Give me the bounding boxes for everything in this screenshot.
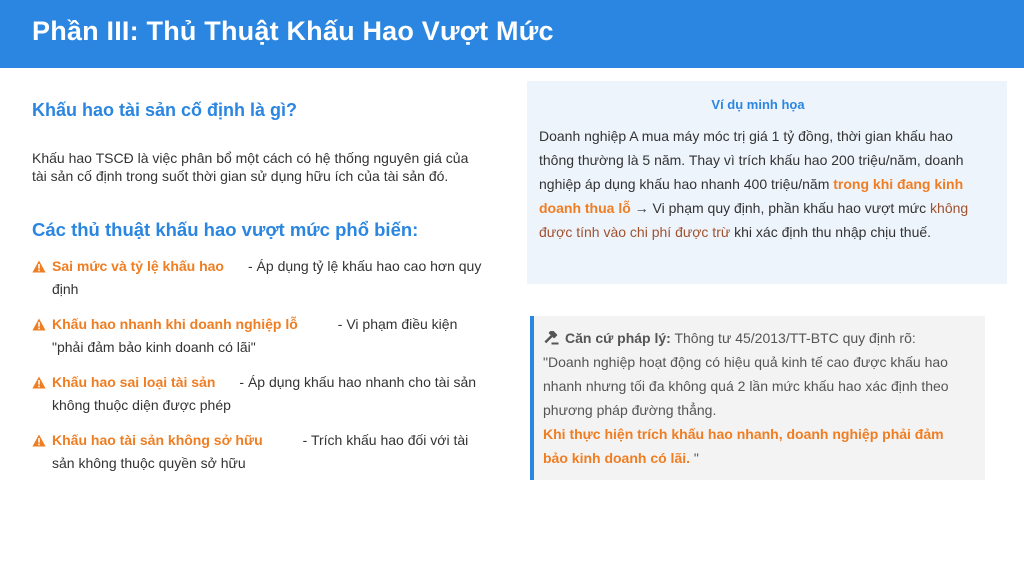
- left-column: [32, 100, 482, 487]
- warning-icon: [32, 318, 46, 331]
- trick-desc: - Trích khấu hao đối với tài sản không thuộc quyền sở hữu: [52, 432, 469, 471]
- example-highlight: trong khi đang kinh doanh thua lỗ: [539, 176, 964, 216]
- tricks-list: [32, 255, 482, 475]
- slide-header: [0, 0, 1024, 68]
- legal-text: [543, 326, 965, 470]
- legal-highlight: Khi thực hiện trích khấu hao nhanh, doanh nghiệp phải đảm bảo kinh doanh có lãi.: [543, 426, 944, 466]
- trick-label: Sai mức và tỷ lệ khấu hao: [52, 258, 224, 274]
- example-text-part: khi xác định thu nhập chịu thuế.: [734, 224, 932, 240]
- tricks-heading: Các thủ thuật khấu hao vượt mức phổ biến:: [32, 219, 419, 240]
- trick-label: Khấu hao nhanh khi doanh nghiệp lỗ: [52, 316, 298, 332]
- legal-closing: ": [693, 450, 699, 466]
- legal-basis-box: [530, 316, 985, 480]
- slide-title: Phần III: Thủ Thuật Khấu Hao Vượt Mức: [32, 16, 554, 46]
- legal-label: Căn cứ pháp lý:: [565, 330, 671, 346]
- trick-desc: - Vi phạm điều kiện "phải đảm bảo kinh doanh có lãi": [52, 316, 458, 355]
- example-box: [527, 81, 1007, 284]
- list-item: [32, 255, 482, 301]
- example-brown-text: không được tính vào chi phí được trừ: [539, 200, 969, 240]
- warning-icon: [32, 376, 46, 389]
- list-item: [32, 429, 482, 475]
- gavel-icon: [543, 331, 559, 345]
- warning-icon: [32, 260, 46, 273]
- list-item: [32, 313, 482, 359]
- example-text-part: → Vi phạm quy định, phần khấu hao vượt mức: [634, 200, 927, 216]
- definition-text: Khấu hao TSCĐ là việc phân bổ một cách có hệ thống nguyên giá của tài sản cố định trong suốt thời gian sử dụng hữu ích của tài sản đó.: [32, 150, 469, 184]
- example-text-part: Doanh nghiệp A mua máy móc trị giá 1 tỷ đồng, thời gian khấu hao thông thường là 5 năm. Thay vì trích khấu hao 200 triệu/năm, doanh nghiệp áp dụng khấu hao nhanh 400 triệu/năm: [539, 128, 964, 192]
- example-title: Ví dụ minh họa: [711, 97, 805, 112]
- trick-desc: - Áp dụng tỷ lệ khấu hao cao hơn quy định: [52, 258, 482, 297]
- trick-label: Khấu hao tài sản không sở hữu: [52, 432, 263, 448]
- list-item: [32, 371, 482, 417]
- trick-label: Khấu hao sai loại tài sản: [52, 374, 216, 390]
- definition-heading: Khấu hao tài sản cố định là gì?: [32, 100, 298, 120]
- warning-icon: [32, 434, 46, 447]
- legal-body: Thông tư 45/2013/TT-BTC quy định rõ: "Doanh nghiệp hoạt động có hiệu quả kinh tế cao được khấu hao nhanh nhưng tối đa không quá 2 lần mức khấu hao xác định theo phương pháp đường thẳng.: [543, 330, 949, 418]
- trick-desc: - Áp dụng khấu hao nhanh cho tài sản không thuộc diện được phép: [52, 374, 477, 413]
- example-text: [539, 124, 977, 244]
